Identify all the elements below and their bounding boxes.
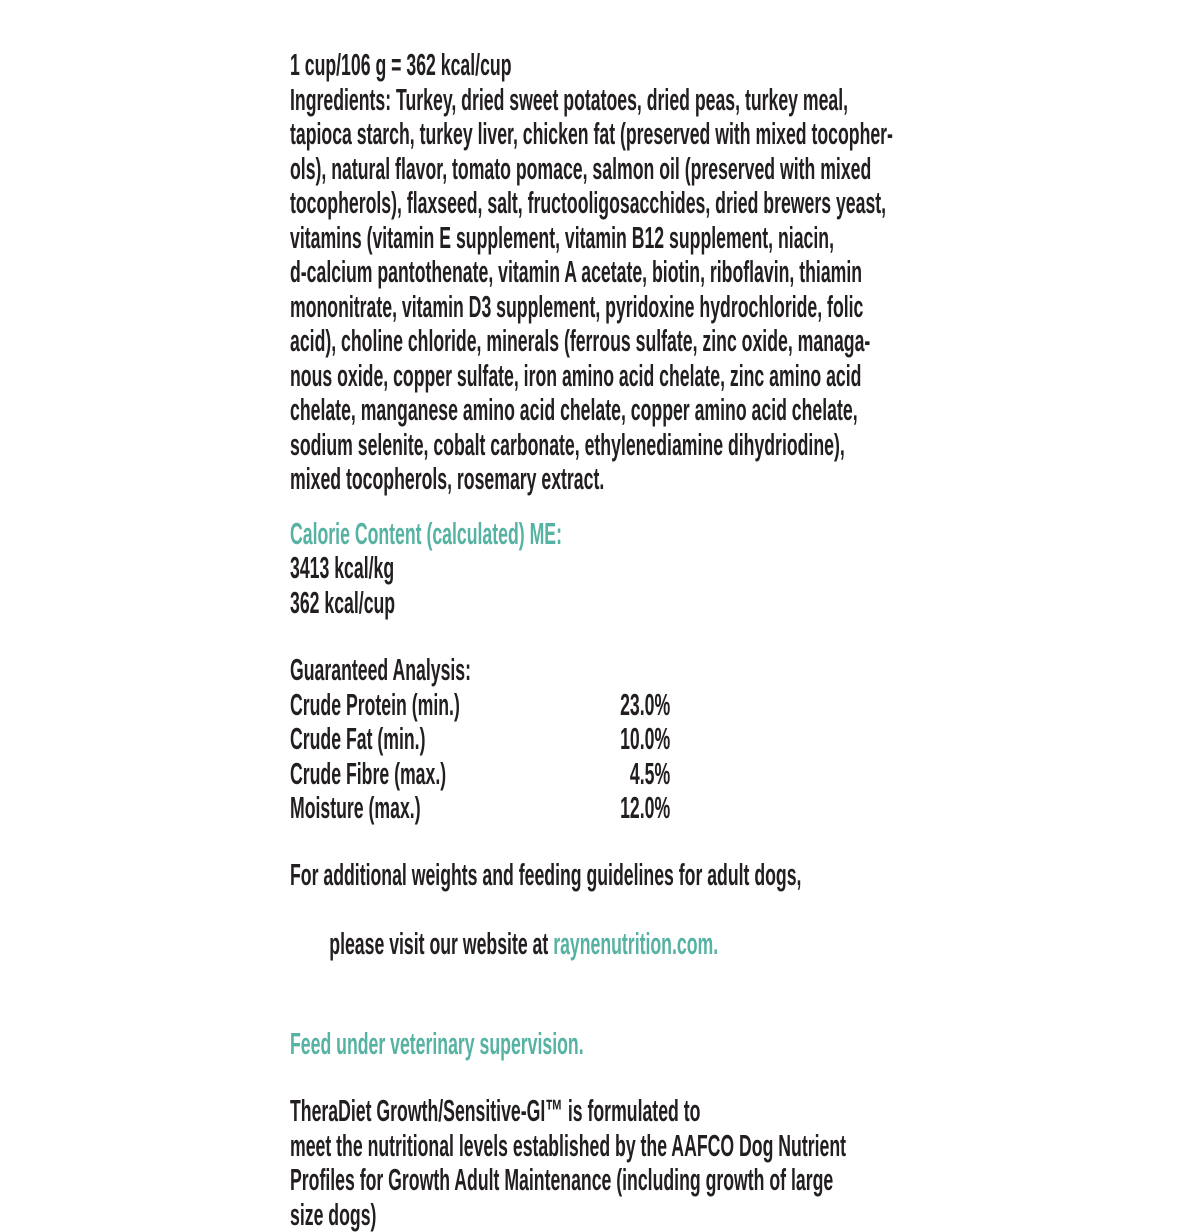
aafco-statement-line: meet the nutritional levels established by the AAFCO Dog Nutrient <box>290 1129 900 1164</box>
guaranteed-analysis-section <box>290 653 900 826</box>
ingredients-paragraph <box>290 83 900 497</box>
guaranteed-analysis-heading: Guaranteed Analysis: <box>290 653 900 688</box>
kcal-per-kg-value: 3413 kcal/kg <box>290 551 900 586</box>
ingredients-line: chelate, manganese amino acid chelate, copper amino acid chelate, <box>290 393 900 428</box>
website-text: raynenutrition.com. <box>553 926 718 961</box>
ingredients-line: mononitrate, vitamin D3 supplement, pyridoxine hydrochloride, folic <box>290 290 900 325</box>
veterinary-supervision-note <box>290 1027 900 1062</box>
ingredients-line: nous oxide, copper sulfate, iron amino acid chelate, zinc amino acid <box>290 359 900 394</box>
analysis-label: Moisture (max.) <box>290 791 421 826</box>
aafco-statement-line: Profiles for Growth Adult Maintenance (including growth of large <box>290 1163 900 1198</box>
website-note-prefix: please visit our website at <box>329 926 553 961</box>
analysis-value: 10.0% <box>620 722 670 757</box>
analysis-label: Crude Fat (min.) <box>290 722 425 757</box>
analysis-row-moisture <box>290 791 670 826</box>
ingredients-line: mixed tocopherols, rosemary extract. <box>290 462 900 497</box>
feeding-note-line <box>290 892 900 996</box>
calorie-content-heading: Calorie Content (calculated) ME: <box>290 517 900 552</box>
analysis-row-crude-protein <box>290 688 670 723</box>
ingredients-line: acid), choline chloride, minerals (ferrous sulfate, zinc oxide, managa- <box>290 324 900 359</box>
calorie-content-section <box>290 517 900 621</box>
kcal-per-cup-value: 362 kcal/cup <box>290 586 900 621</box>
aafco-statement <box>290 1094 900 1232</box>
ingredients-line: Ingredients: Turkey, dried sweet potatoes, dried peas, turkey meal, <box>290 83 900 118</box>
aafco-statement-line: size dogs) <box>290 1198 900 1232</box>
ingredients-line: d-calcium pantothenate, vitamin A acetate, biotin, riboflavin, thiamin <box>290 255 900 290</box>
feeding-note-line: For additional weights and feeding guidelines for adult dogs, <box>290 858 900 893</box>
ingredients-line: sodium selenite, cobalt carbonate, ethylenediamine dihydriodine), <box>290 428 900 463</box>
analysis-label: Crude Fibre (max.) <box>290 757 446 792</box>
aafco-statement-line: TheraDiet Growth/Sensitive-GI™ is formulated to <box>290 1094 900 1129</box>
serving-calorie-line: 1 cup/106 g = 362 kcal/cup <box>290 48 900 83</box>
label-text-column <box>290 48 900 1232</box>
analysis-value: 4.5% <box>630 757 670 792</box>
analysis-row-crude-fat <box>290 722 670 757</box>
ingredients-line: vitamins (vitamin E supplement, vitamin B12 supplement, niacin, <box>290 221 900 256</box>
ingredients-line: ols), natural flavor, tomato pomace, salmon oil (preserved with mixed <box>290 152 900 187</box>
analysis-value: 12.0% <box>620 791 670 826</box>
supervision-note-text: Feed under veterinary supervision. <box>290 1027 900 1062</box>
feeding-guidelines-note <box>290 858 900 996</box>
ingredients-line: tapioca starch, turkey liver, chicken fat (preserved with mixed tocopher- <box>290 117 900 152</box>
ingredients-line: tocopherols), flaxseed, salt, fructooligosacchides, dried brewers yeast, <box>290 186 900 221</box>
analysis-row-crude-fibre <box>290 757 670 792</box>
analysis-value: 23.0% <box>620 688 670 723</box>
analysis-label: Crude Protein (min.) <box>290 688 460 723</box>
